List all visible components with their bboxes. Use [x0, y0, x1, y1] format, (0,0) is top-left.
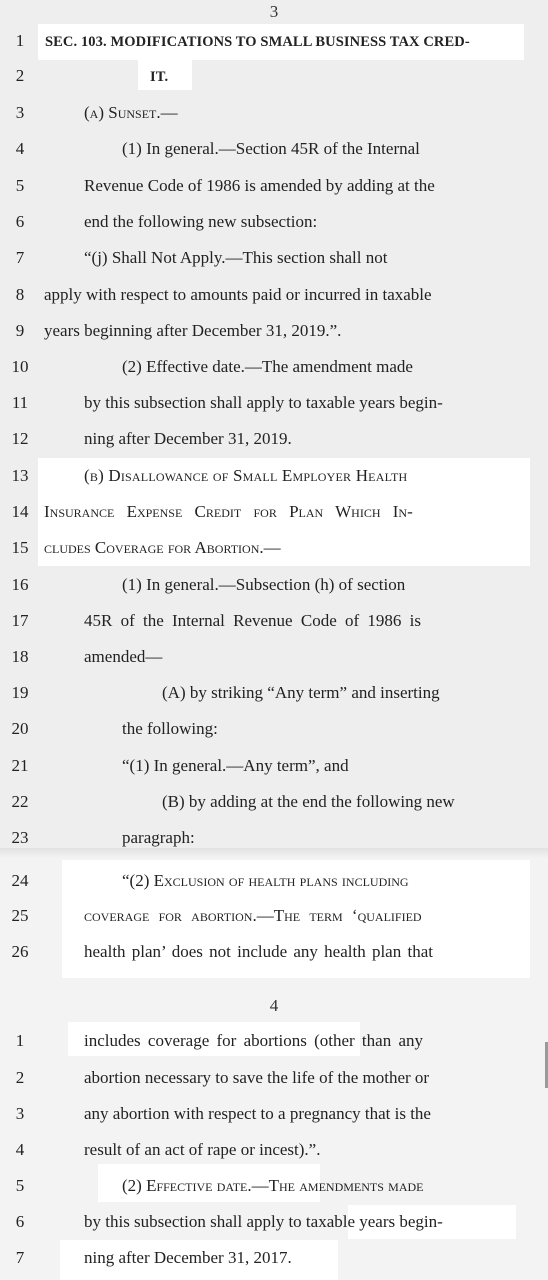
text-line: result of an act of rape or incest).”. — [84, 1140, 321, 1159]
line-number: 14 — [11, 502, 29, 521]
line-number: 17 — [11, 611, 29, 630]
text-line: any abortion with respect to a pregnancy that is the — [84, 1104, 431, 1123]
text-line: paragraph: — [122, 828, 195, 847]
subsection-b-heading: (b) Disallowance of Small Employer Health — [84, 466, 408, 485]
text-line: “(j) Shall Not Apply.—This section shall not — [84, 248, 388, 267]
text-line: end the following new subsection: — [84, 212, 318, 231]
line-number: 4 — [15, 139, 25, 158]
line-number: 23 — [11, 828, 29, 847]
line-number: 2 — [15, 1068, 25, 1087]
text-line: 45R of the Internal Revenue Code of 1986 is — [84, 611, 421, 630]
line-number: 24 — [11, 871, 29, 890]
text-line: ning after December 31, 2019. — [84, 429, 292, 448]
line-number: 15 — [11, 538, 29, 557]
text-line: by this subsection shall apply to taxable years begin- — [84, 1212, 443, 1231]
text-line: (1) In general.—Section 45R of the Internal — [122, 139, 420, 158]
line-number: 9 — [15, 321, 25, 340]
line-number: 12 — [11, 429, 29, 448]
text-line: includes coverage for abortions (other than any — [84, 1031, 423, 1050]
text-line: the following: — [122, 719, 218, 738]
page-number: 4 — [269, 996, 279, 1015]
line-number: 3 — [15, 103, 25, 122]
line-number: 1 — [15, 1031, 25, 1050]
line-number: 10 — [11, 357, 29, 376]
line-number: 16 — [11, 575, 29, 594]
line-number: 19 — [11, 683, 29, 702]
line-number: 3 — [15, 1104, 25, 1123]
text-line: ning after December 31, 2017. — [84, 1248, 292, 1267]
text-line: (2) Effective date.—The amendments made — [122, 1176, 424, 1195]
text-line: Revenue Code of 1986 is amended by adding at the — [84, 176, 435, 195]
line-number: 7 — [15, 1248, 25, 1267]
line-number: 22 — [11, 792, 29, 811]
line-number: 11 — [11, 393, 29, 412]
line-number: 25 — [11, 906, 29, 925]
text-line: “(1) In general.—Any term”, and — [122, 756, 349, 775]
line-number: 5 — [15, 176, 25, 195]
text-line: by this subsection shall apply to taxable years begin- — [84, 393, 443, 412]
line-number: 8 — [15, 285, 25, 304]
line-number: 5 — [15, 1176, 25, 1195]
paragraph-heading: “(2) Exclusion of health plans including — [122, 871, 409, 890]
line-number: 1 — [15, 31, 25, 50]
line-number: 6 — [15, 1212, 25, 1231]
subsection-a-heading: (a) Sunset.— — [84, 103, 178, 122]
text-line: health plan’ does not include any health plan that — [84, 942, 433, 961]
subsection-b-heading: cludes Coverage for Abortion.— — [44, 538, 281, 557]
text-line: (A) by striking “Any term” and inserting — [162, 683, 440, 702]
text-line: (2) Effective date.—The amendment made — [122, 357, 413, 376]
text-line: (B) by adding at the end the following new — [162, 792, 455, 811]
text-line: amended— — [84, 647, 163, 666]
line-number: 4 — [15, 1140, 25, 1159]
line-number: 6 — [15, 212, 25, 231]
section-heading: SEC. 103. MODIFICATIONS TO SMALL BUSINESS TAX CRED- — [45, 34, 470, 50]
text-line: (1) In general.—Subsection (h) of section — [122, 575, 406, 594]
line-number: 20 — [11, 719, 29, 738]
text-line: abortion necessary to save the life of the mother or — [84, 1068, 430, 1087]
text-line: apply with respect to amounts paid or incurred in taxable — [44, 285, 432, 304]
page-number: 3 — [269, 2, 279, 21]
line-number: 18 — [11, 647, 29, 666]
paragraph-heading: coverage for abortion.—The term ‘qualified — [84, 906, 422, 925]
line-number: 13 — [11, 466, 29, 485]
line-number: 7 — [15, 248, 25, 267]
line-number: 26 — [11, 942, 29, 961]
text-line: years beginning after December 31, 2019.”. — [44, 321, 342, 340]
line-number: 21 — [11, 756, 29, 775]
section-heading-cont: IT. — [150, 69, 169, 85]
line-number: 2 — [15, 66, 25, 85]
subsection-b-heading: Insurance Expense Credit for Plan Which In- — [44, 502, 413, 521]
